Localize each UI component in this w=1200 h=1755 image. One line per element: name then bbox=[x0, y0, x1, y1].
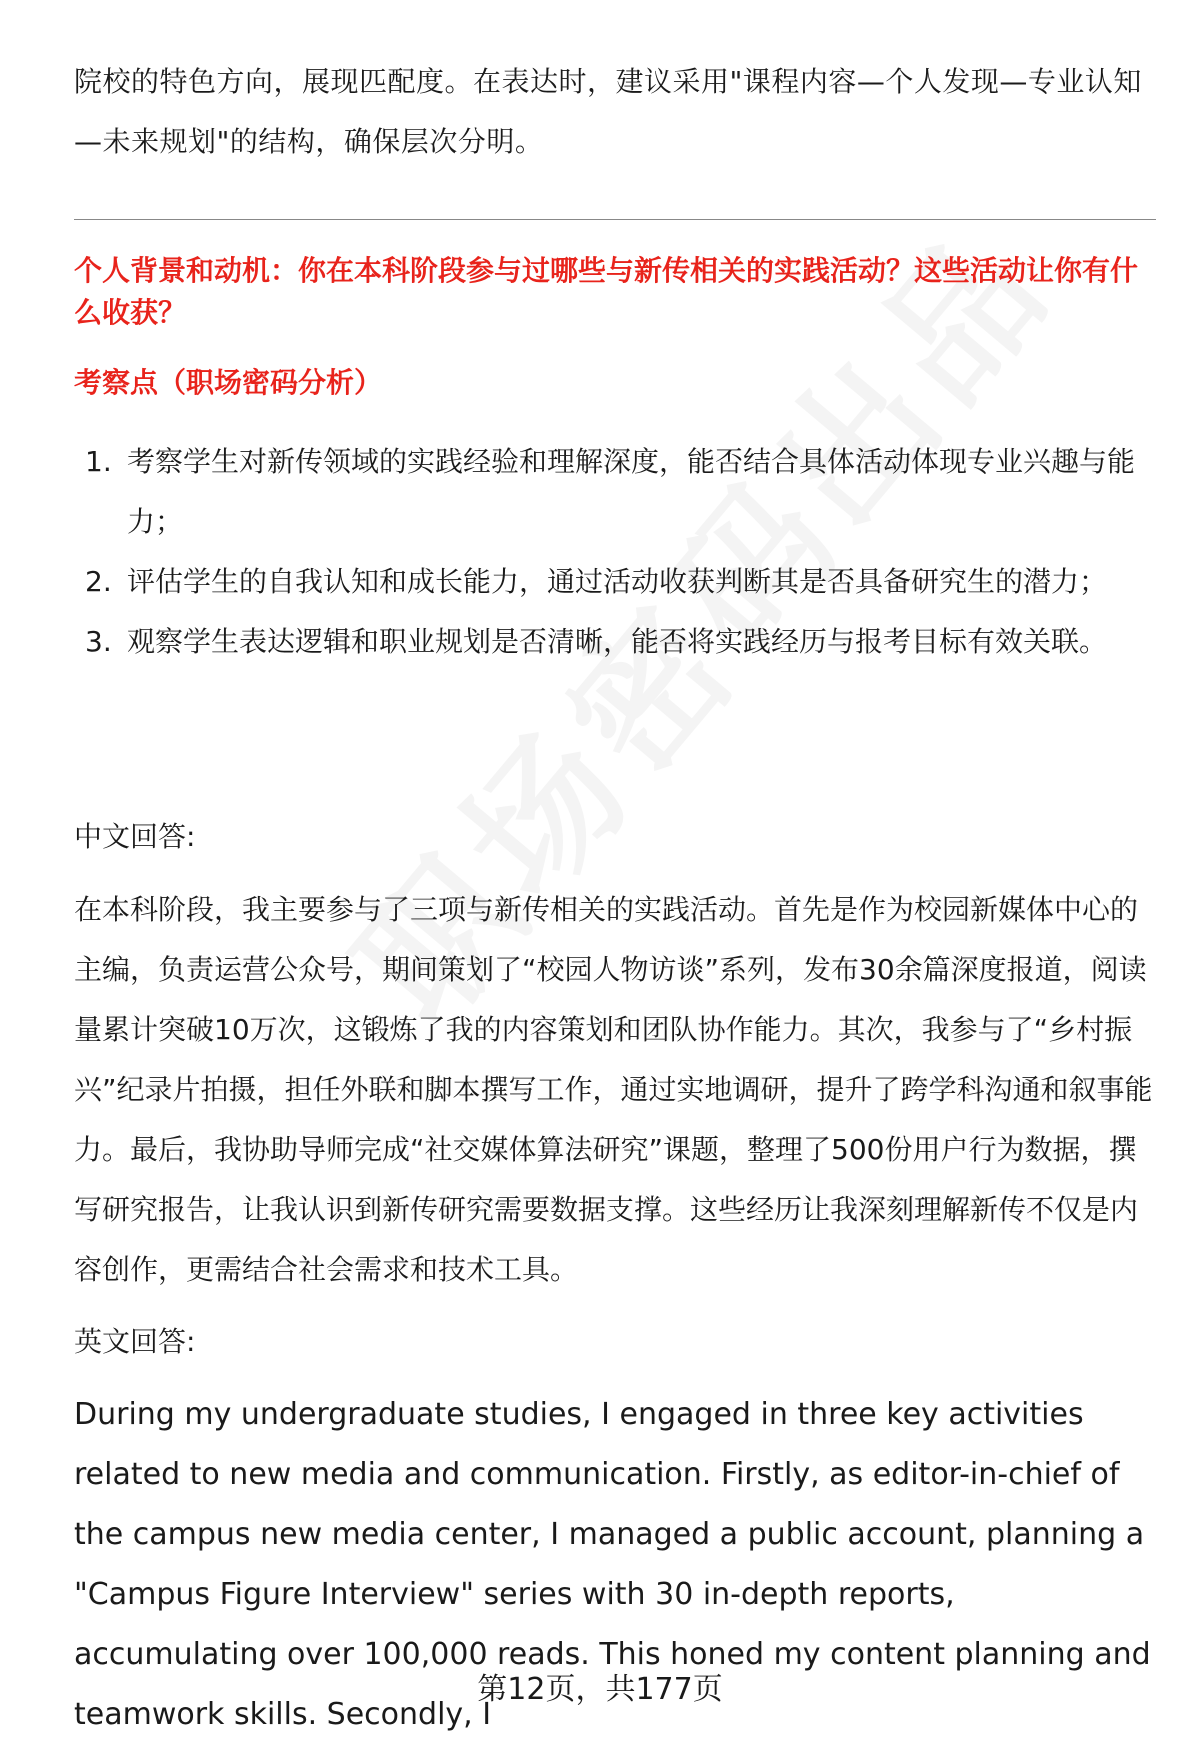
assessment-points-title: 考察点（职场密码分析） bbox=[74, 366, 383, 399]
page-number-footer: 第12页，共177页 bbox=[477, 1672, 723, 1707]
list-item-text: 评估学生的自我认知和成长能力，通过活动收获判断其是否具备研究生的潜力； bbox=[127, 565, 1108, 598]
list-item bbox=[74, 612, 1154, 672]
list-item bbox=[74, 432, 1154, 552]
intro-paragraph: 院校的特色方向，展现匹配度。在表达时，建议采用"课程内容—个人发现—专业认知—未来规划"的结构，确保层次分明。 bbox=[74, 65, 1142, 158]
question-heading: 个人背景和动机：你在本科阶段参与过哪些与新传相关的实践活动？这些活动让你有什么收获？ bbox=[74, 254, 1139, 329]
chinese-answer-label: 中文回答: bbox=[74, 820, 196, 853]
list-item-number: 3. bbox=[85, 625, 112, 658]
list-item-text: 观察学生表达逻辑和职业规划是否清晰，能否将实践经历与报考目标有效关联。 bbox=[127, 625, 1108, 658]
english-answer: During my undergraduate studies, I engaged in three key activities related to new media and communication. Firstly, as editor-in-chief of the campus new media center, I managed a public account, planning a "Campus Figure Interview" series with 30 in-depth reports, accumulating over 100,000 reads. This honed my content planning and teamwork skills. Secondly, I bbox=[74, 1397, 1151, 1732]
section-divider bbox=[74, 219, 1156, 220]
list-item-number: 2. bbox=[85, 565, 112, 598]
english-answer-label: 英文回答: bbox=[74, 1325, 196, 1358]
chinese-answer: 在本科阶段，我主要参与了三项与新传相关的实践活动。首先是作为校园新媒体中心的主编，负责运营公众号，期间策划了“校园人物访谈”系列，发布30余篇深度报道，阅读量累计突破10万次，这锻炼了我的内容策划和团队协作能力。其次，我参与了“乡村振兴”纪录片拍摄，担任外联和脚本撰写工作，通过实地调研，提升了跨学科沟通和叙事能力。最后，我协助导师完成“社交媒体算法研究”课题，整理了500份用户行为数据，撰写研究报告，让我认识到新传研究需要数据支撑。这些经历让我深刻理解新传不仅是内容创作，更需结合社会需求和技术工具。 bbox=[74, 893, 1153, 1286]
list-item-text: 考察学生对新传领域的实践经验和理解深度，能否结合具体活动体现专业兴趣与能力； bbox=[127, 445, 1136, 538]
assessment-points-list bbox=[74, 432, 1154, 672]
list-item bbox=[74, 552, 1154, 612]
list-item-number: 1. bbox=[85, 445, 112, 478]
